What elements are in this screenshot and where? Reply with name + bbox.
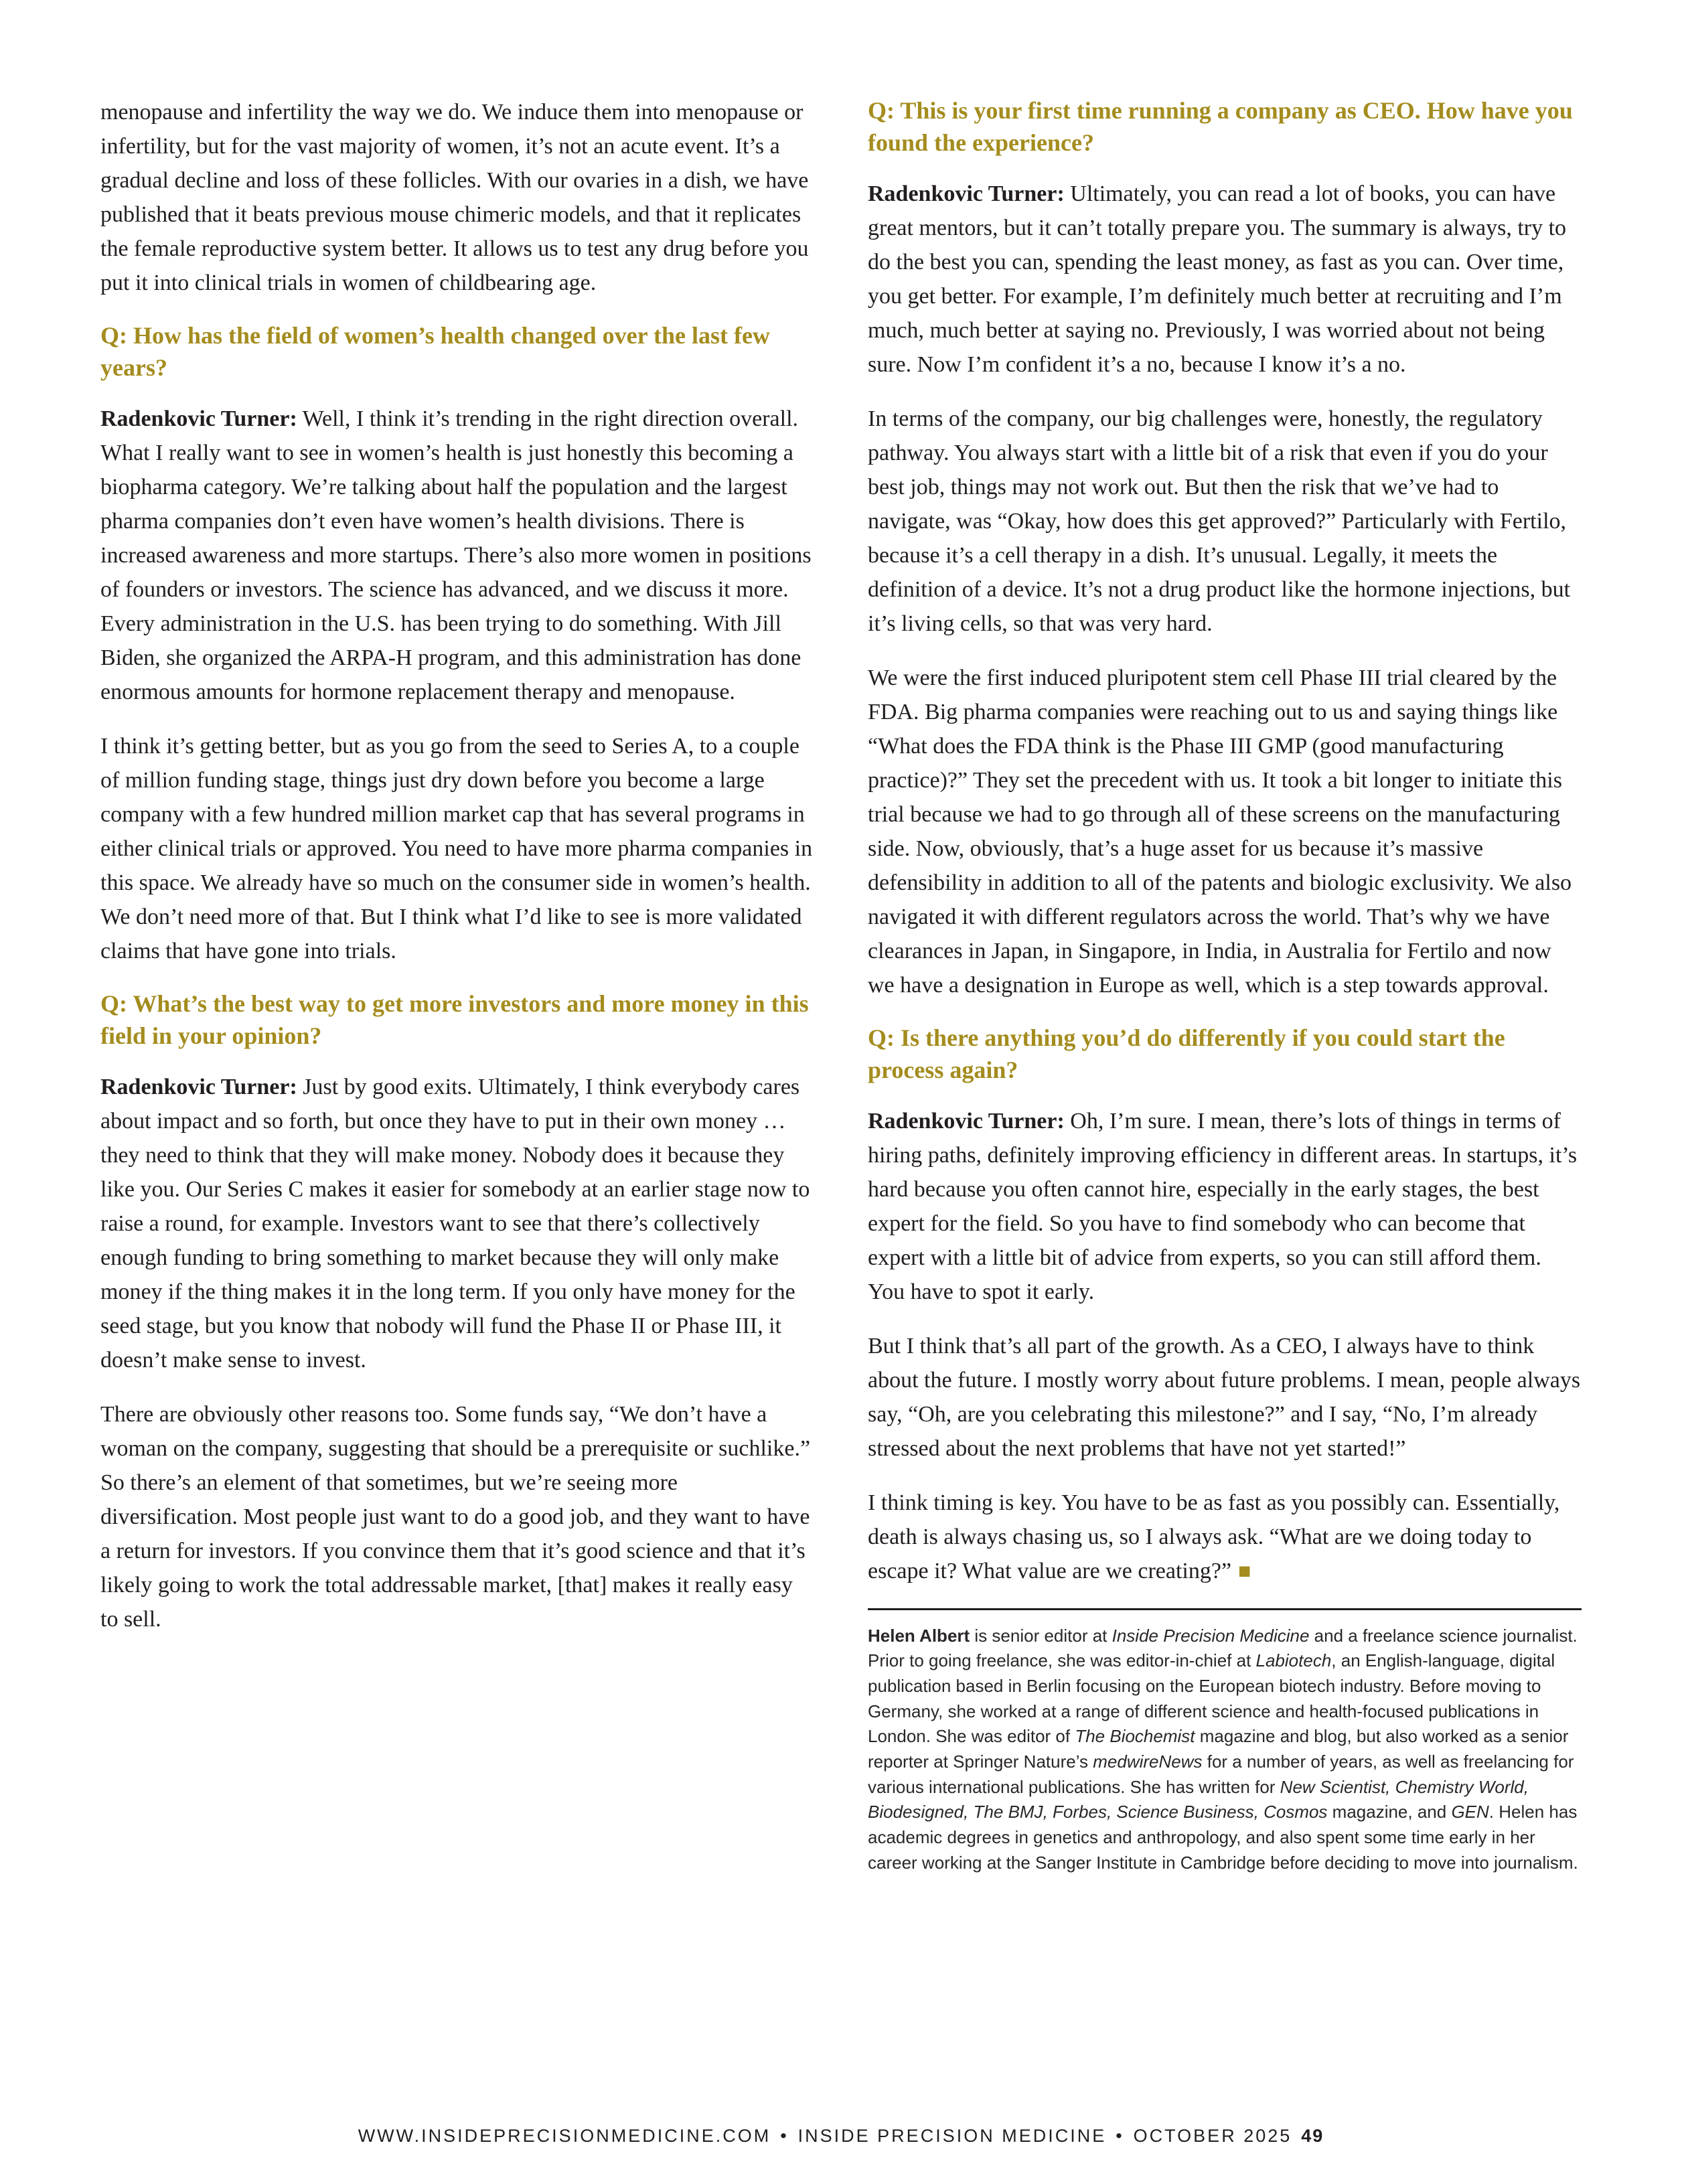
answer-paragraph: We were the first induced pluripotent stem cell Phase III trial cleared by the FDA. Big pharma companies were reaching out to us and saying things like “What does the FDA think is the Phase III GMP (good manufacturing practice)?” They set the precedent with us. It took a bit longer to initiate this trial because we had to go through all of these screens on the manufacturing side. Now, obviously, that’s a huge asset for us because it’s massive defensibility in addition to all of the patents and biologic exclusivity. We also navigated it with different regulators across the world. That’s why we have clearances in Japan, in Singapore, in India, in Australia for Fertilo and now we have a designation in Europe as well, which is a step towards approval. xyxy=(868,665,1572,998)
paragraph-text: Just by good exits. Ultimately, I think everybody cares about impact and so forth, but once they have to put in their own money … they need to think that they will make money. Nobody does it because they like you. Our Series C makes it easier for somebody at an earlier stage now to raise a round, for example. Investors want to see that there’s collectively enough funding to bring something to market because they will only make money if the thing makes it in the long term. If you only have money for the seed stage, but you know that nobody will fund the Phase II or Phase III, it doesn’t make sense to invest. xyxy=(100,1074,810,1373)
question-heading: Q: What’s the best way to get more investors and more money in this field in your opinion? xyxy=(100,990,809,1049)
answer-paragraph xyxy=(868,1104,1582,1309)
answer-paragraph xyxy=(868,1486,1582,1588)
question-heading: Q: How has the field of women’s health changed over the last few years? xyxy=(100,322,770,381)
answer-paragraph xyxy=(868,177,1582,382)
answer-paragraph: There are obviously other reasons too. Some funds say, “We don’t have a woman on the company, suggesting that should be a prerequisite or suchlike.” So there’s an element of that sometimes, but we’re seeing more diversification. Most people just want to do a good job, and they want to have a return for investors. If you convince them that it’s good science and that it’s likely going to work the total addressable market, [that] makes it really easy to sell. xyxy=(100,1401,811,1632)
paragraph-text: Oh, I’m sure. I mean, there’s lots of things in terms of hiring paths, definitely improving efficiency in different areas. In startups, it’s hard because you often cannot hire, especially in the early stages, the best expert for the field. So you have to find somebody who can become that expert with a little bit of advice from experts, so you can still afford them. You have to spot it early. xyxy=(868,1108,1578,1304)
question-heading: Q: Is there anything you’d do differently if you could start the process again? xyxy=(868,1024,1505,1083)
answer-paragraph: I think it’s getting better, but as you go from the seed to Series A, to a couple of million funding stage, things just dry down before you become a large company with a few hundred million market cap that has several programs in either clinical trials or approved. You need to have more pharma companies in this space. We already have so much on the consumer side in women’s health. We don’t need more of that. But I think what I’d like to see is more validated claims that have gone into trials. xyxy=(100,733,813,963)
page-number: 49 xyxy=(1301,2126,1324,2146)
paragraph-text: Ultimately, you can read a lot of books, you can have great mentors, but it can’t totally prepare you. The summary is always, try to do the best you can, spending the least money, as fast as you can. Over time, you get better. For example, I’m definitely much better at recruiting and I’m much, much better at saying no. Previously, I was worried about not being sure. Now I’m confident it’s a no, because I know it’s a no. xyxy=(868,181,1567,377)
paragraph-text: Well, I think it’s trending in the right direction overall. What I really want to see in women’s health is just honestly this becoming a biopharma category. We’re talking about half the population and the largest pharma companies don’t even have women’s health divisions. There is increased awareness and more startups. There’s also more women in positions of founders or investors. The science has advanced, and we discuss it more. Every administration in the U.S. has been trying to do something. With Jill Biden, she organized the ARPA-H program, and this administration has done enormous amounts for hormone replacement therapy and menopause. xyxy=(100,406,812,704)
paragraph-text: I think timing is key. You have to be as fast as you possibly can. Essentially, death is always chasing us, so I always ask. “What are we doing today to escape it? What value are we creating?” xyxy=(868,1490,1560,1583)
answer-paragraph xyxy=(100,402,814,709)
footer-separator: • xyxy=(780,2126,789,2146)
page-footer xyxy=(0,2126,1682,2147)
answer-paragraph: In terms of the company, our big challenges were, honestly, the regulatory pathway. You always start with a little bit of a risk that even if you do your best job, things may not work out. But then the risk that we’ve had to navigate, was “Okay, how does this get approved?” Particularly with Fertilo, because it’s a cell therapy in a dish. It’s unusual. Legally, it meets the definition of a device. It’s not a drug product like the hormone injections, but it’s living cells, so that was very hard. xyxy=(868,406,1571,636)
footer-separator: • xyxy=(1116,2126,1124,2146)
issue-date: OCTOBER 2025 xyxy=(1133,2126,1292,2146)
answer-paragraph xyxy=(100,1070,814,1377)
left-column xyxy=(100,95,814,1656)
answer-paragraph: But I think that’s all part of the growth. As a CEO, I always have to think about the future. I mostly worry about future problems. I mean, people always say, “Oh, are you celebrating this milestone?” and I say, “No, I’m already stressed about the next problems that have not yet started!” xyxy=(868,1333,1581,1461)
question-heading: Q: This is your first time running a company as CEO. How have you found the experience? xyxy=(868,97,1573,156)
speaker-name: Radenkovic Turner: xyxy=(868,181,1065,206)
end-mark-icon: ■ xyxy=(1238,1558,1251,1583)
article-columns xyxy=(100,95,1582,1875)
right-column xyxy=(868,95,1582,1875)
site-url: WWW.INSIDEPRECISIONMEDICINE.COM xyxy=(358,2126,771,2146)
speaker-name: Radenkovic Turner: xyxy=(868,1108,1065,1134)
speaker-name: Radenkovic Turner: xyxy=(100,406,297,431)
speaker-name: Radenkovic Turner: xyxy=(100,1074,297,1099)
intro-paragraph: menopause and infertility the way we do. We induce them into menopause or infertility, but for the vast majority of women, it’s not an acute event. It’s a gradual decline and loss of these follicles. With our ovaries in a dish, we have published that it beats previous mouse chimeric models, and that it replicates the female reproductive system better. It allows us to test any drug before you put it into clinical trials in women of childbearing age. xyxy=(100,100,809,295)
author-bio: Helen Albert is senior editor at Inside Precision Medicine and a freelance science journalist. Prior to going freelance, she was editor-in-chief at Labiotech, an English-language, digital publication based in Berlin focusing on the European biotech industry. Before moving to Germany, she worked at a range of different science and health-focused publications in London. She was editor of The Biochemist magazine and blog, but also worked as a senior reporter at Springer Nature’s medwireNews for a number of years, as well as freelancing for various international publications. She has written for New Scientist, Chemistry World, Biodesigned, The BMJ, Forbes, Science Business, Cosmos magazine, and GEN. Helen has academic degrees in genetics and anthropology, and also spent some time early in her career working at the Sanger Institute in Cambridge before deciding to move into journalism. xyxy=(868,1608,1582,1876)
magazine-name: INSIDE PRECISION MEDICINE xyxy=(797,2126,1107,2146)
